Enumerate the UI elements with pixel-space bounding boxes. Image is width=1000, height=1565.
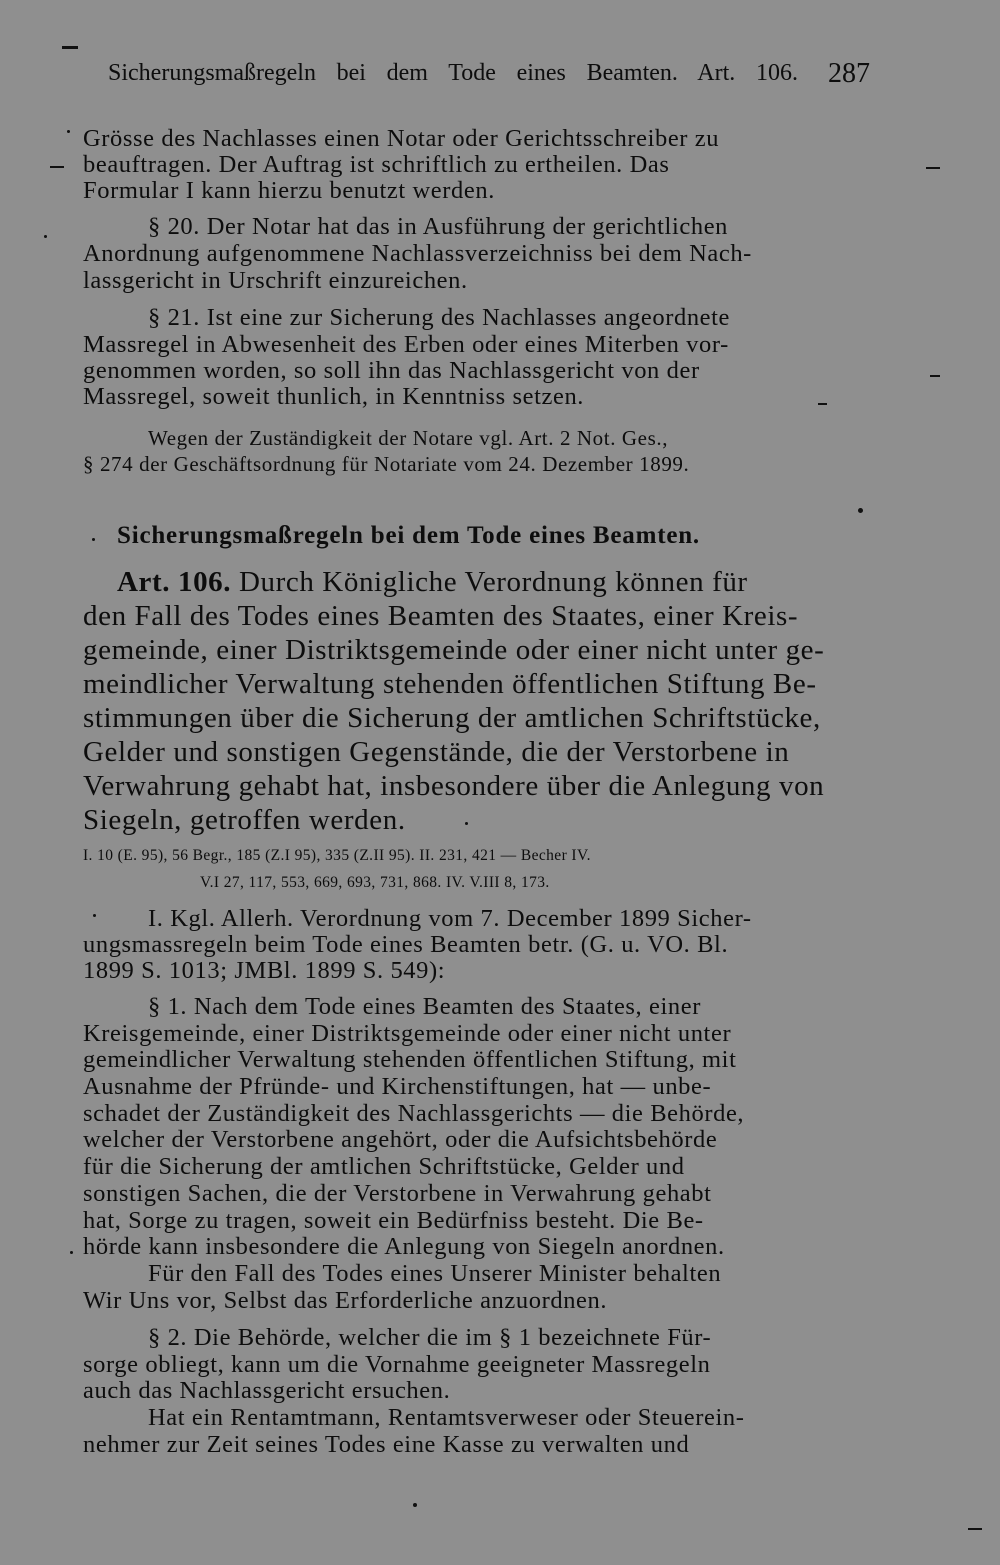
paragraph-2-line: nehmer zur Zeit seines Todes eine Kasse zu verwalten und bbox=[83, 1431, 690, 1458]
scan-mark bbox=[818, 403, 827, 405]
article-line: Verwahrung gehabt hat, insbesondere über die Anlegung von bbox=[83, 770, 825, 802]
reference-line: I. 10 (E. 95), 56 Begr., 185 (Z.I 95), 335 (Z.II 95). II. 231, 421 — Becher IV. bbox=[83, 847, 591, 864]
note-line: § 274 der Geschäftsordnung für Notariate vom 24. Dezember 1899. bbox=[83, 452, 690, 476]
paragraph-1-line: hat, Sorge zu tragen, soweit ein Bedürfniss besteht. Die Be- bbox=[83, 1207, 704, 1234]
paragraph-20-line: § 20. Der Notar hat das in Ausführung der gerichtlichen bbox=[148, 213, 729, 240]
page-number: 287 bbox=[828, 58, 870, 89]
article-label: Art. 106. bbox=[117, 566, 232, 598]
scan-speck bbox=[465, 822, 468, 825]
ordinance-intro-line: ungsmassregeln beim Tode eines Beamten betr. (G. u. VO. Bl. bbox=[83, 931, 729, 958]
paragraph-1-line: für die Sicherung der amtlichen Schriftstücke, Gelder und bbox=[83, 1153, 685, 1180]
text-line: beauftragen. Der Auftrag ist schriftlich zu ertheilen. Das bbox=[83, 151, 670, 178]
paragraph-20-line: Anordnung aufgenommene Nachlassverzeichniss bei dem Nach- bbox=[83, 240, 752, 267]
scan-mark bbox=[62, 46, 78, 49]
scan-speck bbox=[92, 538, 95, 541]
reference-line: V.I 27, 117, 553, 669, 693, 731, 868. IV. V.III 8, 173. bbox=[200, 874, 550, 891]
paragraph-1-line: schadet der Zuständigkeit des Nachlassgerichts — die Behörde, bbox=[83, 1100, 745, 1127]
article-line: stimmungen über die Sicherung der amtlichen Schriftstücke, bbox=[83, 702, 821, 734]
article-line: Gelder und sonstigen Gegenstände, die der Verstorbene in bbox=[83, 736, 790, 768]
paragraph-1-line: Für den Fall des Todes eines Unserer Minister behalten bbox=[148, 1260, 722, 1287]
article-text: Durch Königliche Verordnung können für bbox=[238, 566, 748, 598]
scan-mark bbox=[968, 1528, 982, 1530]
scan-mark bbox=[50, 166, 64, 168]
paragraph-21-line: Massregel, soweit thunlich, in Kenntniss setzen. bbox=[83, 383, 585, 410]
paragraph-21-line: § 21. Ist eine zur Sicherung des Nachlasses angeordnete bbox=[148, 304, 731, 331]
paragraph-1-line: hörde kann insbesondere die Anlegung von Siegeln anordnen. bbox=[83, 1233, 725, 1260]
scan-speck bbox=[70, 1251, 73, 1254]
ordinance-intro-line: 1899 S. 1013; JMBl. 1899 S. 549): bbox=[83, 957, 446, 984]
header-article-ref: Art. 106. bbox=[697, 60, 798, 86]
running-header bbox=[108, 60, 798, 87]
paragraph-20-line: lassgericht in Urschrift einzureichen. bbox=[83, 267, 468, 294]
paragraph-1-line: welcher der Verstorbene angehört, oder die Aufsichtsbehörde bbox=[83, 1126, 718, 1153]
paragraph-2-line: auch das Nachlassgericht ersuchen. bbox=[83, 1377, 451, 1404]
note-line: Wegen der Zuständigkeit der Notare vgl. Art. 2 Not. Ges., bbox=[148, 426, 669, 450]
scan-speck bbox=[67, 130, 70, 133]
text-line: Grösse des Nachlasses einen Notar oder Gerichtsschreiber zu bbox=[83, 125, 720, 152]
article-first-line bbox=[117, 566, 748, 599]
scan-speck bbox=[858, 508, 863, 513]
paragraph-1-line: Ausnahme der Pfründe- und Kirchenstiftungen, hat — unbe- bbox=[83, 1073, 712, 1100]
section-title: Sicherungsmaßregeln bei dem Tode eines Beamten. bbox=[117, 522, 700, 549]
paragraph-1-line: § 1. Nach dem Tode eines Beamten des Staates, einer bbox=[148, 993, 701, 1020]
running-title: Sicherungsmaßregeln bei dem Tode eines Beamten. bbox=[108, 60, 678, 86]
paragraph-2-line: Hat ein Rentamtmann, Rentamtsverweser oder Steuerein- bbox=[148, 1404, 745, 1431]
scan-mark bbox=[930, 375, 940, 377]
paragraph-1-line: Kreisgemeinde, einer Distriktsgemeinde oder einer nicht unter bbox=[83, 1020, 732, 1047]
article-line: den Fall des Todes eines Beamten des Staates, einer Kreis- bbox=[83, 600, 799, 632]
paragraph-2-line: sorge obliegt, kann um die Vornahme geeigneter Massregeln bbox=[83, 1351, 711, 1378]
paragraph-1-line: sonstigen Sachen, die der Verstorbene in Verwahrung gehabt bbox=[83, 1180, 712, 1207]
paragraph-1-line: gemeindlicher Verwaltung stehenden öffentlichen Stiftung, mit bbox=[83, 1046, 737, 1073]
paragraph-21-line: genommen worden, so soll ihn das Nachlassgericht von der bbox=[83, 357, 700, 384]
scan-speck bbox=[93, 914, 96, 917]
paragraph-21-line: Massregel in Abwesenheit des Erben oder eines Miterben vor- bbox=[83, 331, 729, 358]
article-line: Siegeln, getroffen werden. bbox=[83, 804, 406, 836]
text-line: Formular I kann hierzu benutzt werden. bbox=[83, 177, 495, 204]
article-line: gemeinde, einer Distriktsgemeinde oder einer nicht unter ge- bbox=[83, 634, 825, 666]
paragraph-1-line: Wir Uns vor, Selbst das Erforderliche anzuordnen. bbox=[83, 1287, 608, 1314]
paragraph-2-line: § 2. Die Behörde, welcher die im § 1 bezeichnete Für- bbox=[148, 1324, 712, 1351]
scan-speck bbox=[44, 235, 47, 238]
ordinance-intro-line: I. Kgl. Allerh. Verordnung vom 7. December 1899 Sicher- bbox=[148, 905, 752, 932]
scan-speck bbox=[413, 1503, 417, 1507]
article-line: meindlicher Verwaltung stehenden öffentlichen Stiftung Be- bbox=[83, 668, 817, 700]
scan-mark bbox=[926, 167, 940, 169]
